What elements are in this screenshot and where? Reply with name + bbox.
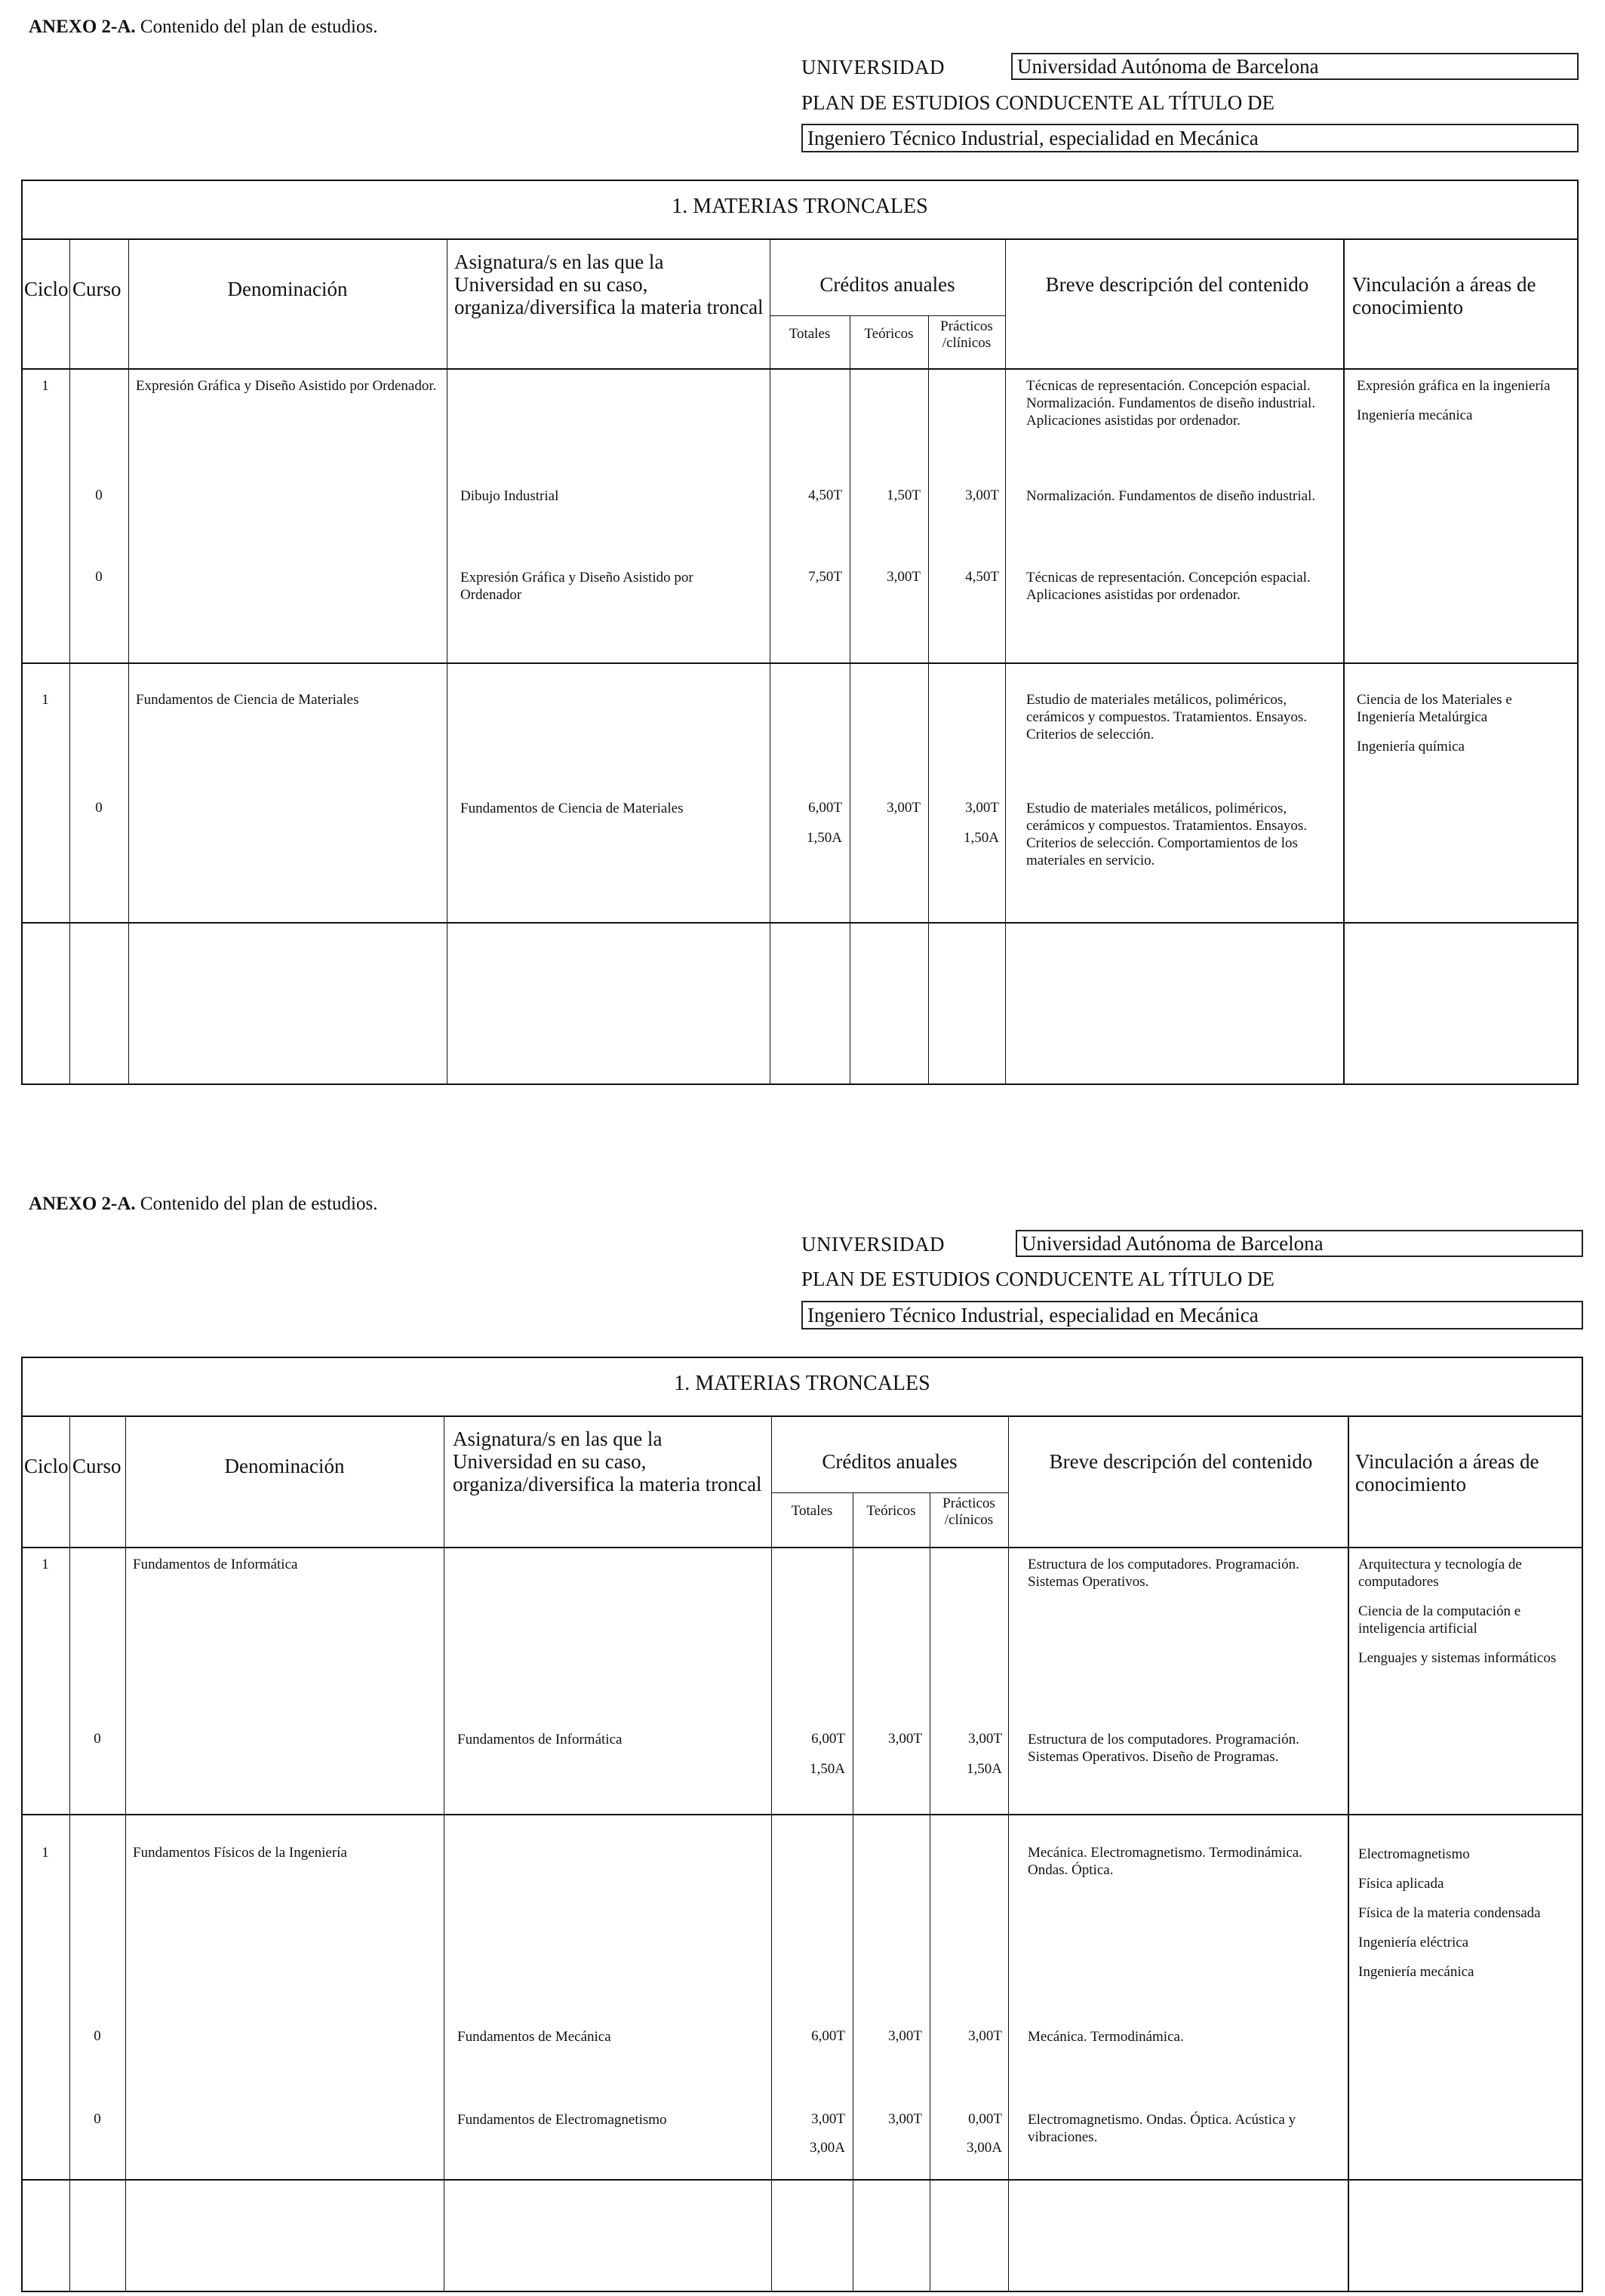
teoricos-value: 3,00T [887,800,921,816]
teoricos-value: 1,50T [887,487,921,503]
area-item: Ingeniería química [1357,739,1465,755]
totales-value-2: 1,50A [807,830,842,846]
denominacion-value: Fundamentos Físicos de la Ingeniería [133,1845,347,1861]
subject-name: Dibujo Industrial [460,488,559,504]
header-practicos: Prácticos /clínicos [942,1495,995,1528]
descripcion-value: Estructura de los computadores. Programación. Sistemas Operativos. [1028,1557,1299,1590]
header-denominacion: Denominación [227,278,348,300]
degree-value-box: Ingeniero Técnico Industrial, especialidad en Mecánica [801,1301,1583,1329]
section-title: 1. MATERIAS TRONCALES [674,1372,930,1395]
header-asignaturas: Asignatura/s en las que la Universidad en su caso, organiza/diversifica la materia troncal [453,1428,762,1495]
area-item: Expresión gráfica en la ingeniería [1357,378,1551,394]
area-item: Ingeniería mecánica [1358,1964,1474,1980]
plan-label: PLAN DE ESTUDIOS CONDUCENTE AL TÍTULO DE [801,91,1274,114]
area-item: Física de la materia condensada [1358,1905,1541,1921]
teoricos-value: 3,00T [888,2028,922,2044]
university-label: UNIVERSIDAD [801,1233,945,1256]
practicos-value-2: 1,50A [964,830,999,846]
subject-descripcion: Estructura de los computadores. Programación. Sistemas Operativos. Diseño de Programas. [1028,1732,1299,1765]
area-item: Ingeniería eléctrica [1358,1935,1469,1950]
practicos-value-2: 1,50A [967,1761,1002,1777]
subject-descripcion: Estudio de materiales metálicos, poliméricos, cerámicos y compuestos. Tratamientos. Ensayos. Criterios de selección. Comportamientos de los materiales en servicio. [1026,801,1308,868]
subject-name: Expresión Gráfica y Diseño Asistido por Ordenador [460,570,693,603]
header-teoricos: Teóricos [866,1503,916,1519]
header-ciclo: Ciclo [24,1455,69,1477]
descripcion-value: Estudio de materiales metálicos, poliméricos, cerámicos y compuestos. Tratamientos. Ensayos. Criterios de selección. [1026,692,1308,742]
curso-value: 0 [95,800,103,816]
header-asignaturas: Asignatura/s en las que la Universidad en su caso, organiza/diversifica la materia troncal [454,251,764,318]
university-value-box: Universidad Autónoma de Barcelona [1016,1230,1583,1257]
practicos-value: 0,00T [968,2111,1002,2127]
curso-value: 0 [95,487,103,503]
header-creditos: Créditos anuales [819,273,955,296]
header-practicos: Prácticos /clínicos [940,318,993,351]
areas-list [1357,691,1572,767]
totales-value: 6,00T [811,1731,845,1747]
teoricos-value: 3,00T [888,1731,922,1747]
totales-value: 4,50T [808,487,842,503]
curso-value: 0 [94,2111,101,2127]
header-curso: Curso [72,278,121,300]
header-vinculacion: Vinculación a áreas de conocimiento [1355,1450,1539,1495]
university-label: UNIVERSIDAD [801,56,945,78]
totales-value-2: 3,00A [810,2140,845,2156]
totales-value: 7,50T [808,569,842,585]
totales-value-2: 1,50A [810,1761,845,1777]
totales-value: 6,00T [808,800,842,816]
practicos-value: 3,00T [965,800,999,816]
practicos-value: 4,50T [965,569,999,585]
subject-descripcion: Electromagnetismo. Ondas. Óptica. Acústica y vibraciones. [1028,2112,1296,2145]
subject-name: Fundamentos de Mecánica [457,2029,611,2045]
area-item: Ciencia de los Materiales e Ingeniería Metalúrgica [1357,692,1512,725]
annex-heading: ANEXO 2-A. Contenido del plan de estudios. [29,17,378,37]
denominacion-value: Expresión Gráfica y Diseño Asistido por Ordenador. [136,378,437,394]
area-item: Física aplicada [1358,1876,1444,1892]
header-curso: Curso [72,1455,121,1477]
practicos-value: 3,00T [965,487,999,503]
header-descripcion: Breve descripción del contenido [1049,1450,1313,1473]
descripcion-value: Técnicas de representación. Concepción espacial. Normalización. Fundamentos de diseño industrial. Aplicaciones asistidas por ordenador. [1026,378,1316,429]
header-teoricos: Teóricos [864,326,914,342]
area-item: Lenguajes y sistemas informáticos [1358,1650,1557,1666]
curso-value: 0 [94,1731,101,1747]
practicos-value: 3,00T [968,2028,1002,2044]
subject-name: Fundamentos de Ciencia de Materiales [460,801,684,816]
areas-list [1357,377,1572,436]
subject-name: Fundamentos de Electromagnetismo [457,2112,667,2128]
ciclo-value: 1 [42,378,49,394]
header-ciclo: Ciclo [24,278,69,300]
header-totales: Totales [789,326,831,342]
teoricos-value: 3,00T [888,2111,922,2127]
practicos-value: 3,00T [968,1731,1002,1747]
subject-descripcion: Normalización. Fundamentos de diseño industrial. [1026,488,1316,504]
subject-name: Fundamentos de Informática [457,1732,623,1747]
denominacion-value: Fundamentos de Ciencia de Materiales [136,692,359,708]
ciclo-value: 1 [42,1845,49,1861]
header-denominacion: Denominación [224,1455,345,1477]
descripcion-value: Mecánica. Electromagnetismo. Termodinámica. Ondas. Óptica. [1028,1845,1302,1878]
ciclo-value: 1 [42,1557,49,1572]
practicos-value-2: 3,00A [967,2140,1002,2156]
university-value-box: Universidad Autónoma de Barcelona [1011,53,1579,80]
areas-list [1358,1556,1577,1679]
area-item: Ingeniería mecánica [1357,407,1473,423]
header-vinculacion: Vinculación a áreas de conocimiento [1352,273,1536,318]
ciclo-value: 1 [42,692,49,708]
areas-list [1358,1846,1577,1993]
denominacion-value: Fundamentos de Informática [133,1557,298,1572]
curso-value: 0 [94,2028,101,2044]
annex-heading: ANEXO 2-A. Contenido del plan de estudios. [29,1194,378,1214]
header-totales: Totales [791,1503,833,1519]
section-title: 1. MATERIAS TRONCALES [672,195,928,218]
header-descripcion: Breve descripción del contenido [1045,273,1309,296]
totales-value: 3,00T [811,2111,845,2127]
subject-descripcion: Mecánica. Termodinámica. [1028,2029,1184,2045]
area-item: Electromagnetismo [1358,1846,1470,1862]
header-creditos: Créditos anuales [822,1450,958,1473]
area-item: Ciencia de la computación e inteligencia artificial [1358,1603,1521,1637]
plan-label: PLAN DE ESTUDIOS CONDUCENTE AL TÍTULO DE [801,1268,1274,1290]
area-item: Arquitectura y tecnología de computadores [1358,1557,1522,1590]
teoricos-value: 3,00T [887,569,921,585]
subject-descripcion: Técnicas de representación. Concepción espacial. Aplicaciones asistidas por ordenador. [1026,570,1311,603]
degree-value-box: Ingeniero Técnico Industrial, especialidad en Mecánica [801,124,1579,152]
curso-value: 0 [95,569,103,585]
totales-value: 6,00T [811,2028,845,2044]
